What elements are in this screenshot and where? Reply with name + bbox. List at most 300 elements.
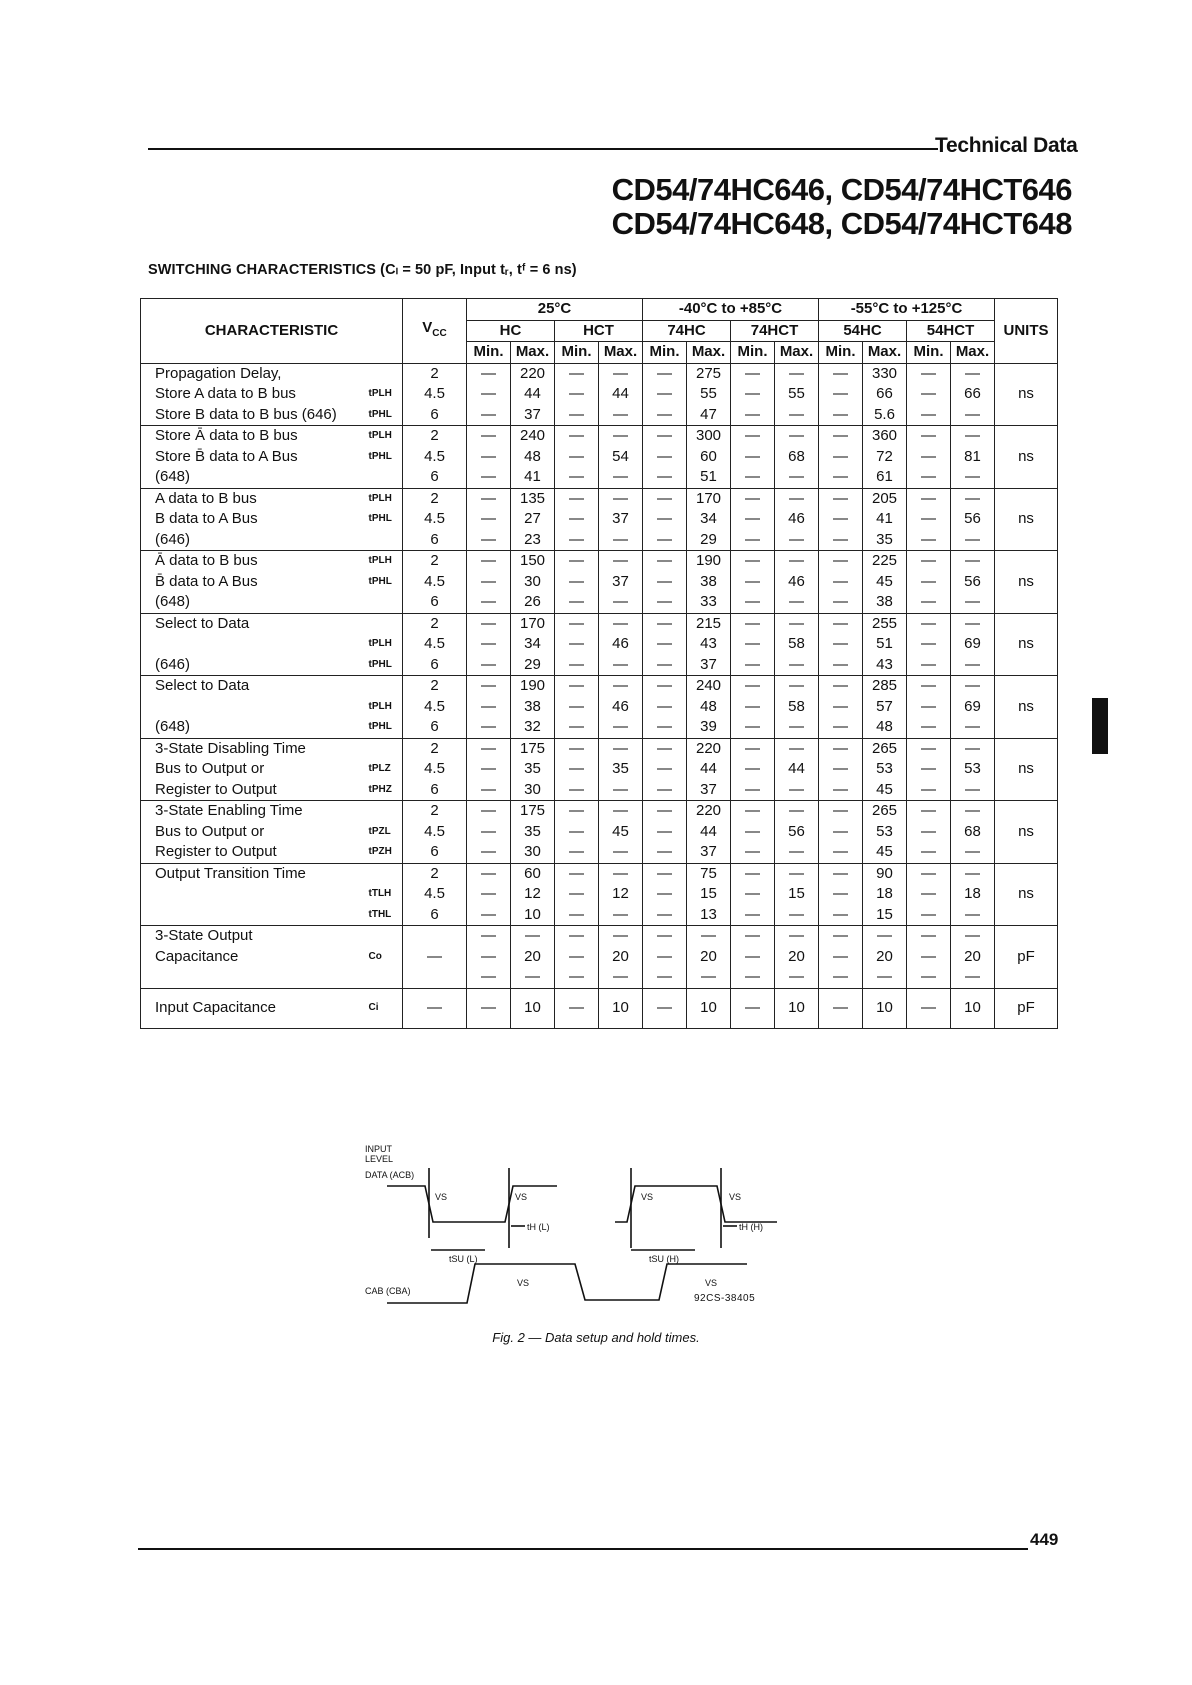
table-cell: —: [907, 384, 951, 405]
table-cell: —: [775, 488, 819, 509]
table-cell: —: [555, 905, 599, 926]
header-label: Technical Data: [935, 134, 1078, 157]
table-cell: —: [599, 738, 643, 759]
table-row: [141, 467, 1058, 488]
table-row: [141, 363, 1058, 384]
table-cell: 54: [599, 447, 643, 468]
table-cell: —: [907, 947, 951, 968]
table-row: [141, 842, 1058, 863]
table-cell: —: [643, 697, 687, 718]
data-waveform-left: [387, 1186, 557, 1222]
table-cell: —: [643, 634, 687, 655]
table-row: [141, 926, 1058, 947]
page-title-line-2: CD54/74HC648, CD54/74HCT648: [611, 206, 1072, 241]
table-cell: —: [907, 676, 951, 697]
characteristic-name: Input Capacitance: [141, 988, 369, 1028]
table-cell: —: [555, 842, 599, 863]
table-cell: —: [643, 676, 687, 697]
table-cell: —: [731, 697, 775, 718]
table-cell: 58: [775, 634, 819, 655]
table-cell: —: [599, 780, 643, 801]
table-cell: 35: [511, 759, 555, 780]
table-cell: —: [775, 363, 819, 384]
table-cell: 12: [599, 884, 643, 905]
characteristic-symbol: tPLH: [368, 388, 392, 399]
table-cell: —: [555, 467, 599, 488]
table-cell: —: [467, 363, 511, 384]
table-cell: 56: [951, 572, 995, 593]
table-cell: —: [775, 551, 819, 572]
table-cell: 240: [511, 426, 555, 447]
table-cell: —: [687, 926, 731, 947]
characteristic-symbol: tPLH: [369, 551, 403, 572]
table-row: [141, 947, 1058, 968]
table-cell: 56: [951, 509, 995, 530]
table-cell: 20: [775, 947, 819, 968]
table-cell: —: [731, 634, 775, 655]
vcc-value: 2: [403, 801, 467, 822]
table-cell: 45: [599, 822, 643, 843]
characteristic-symbol: tPLZ: [368, 763, 391, 774]
table-cell: —: [467, 780, 511, 801]
table-cell: —: [731, 717, 775, 738]
table-cell: 135: [511, 488, 555, 509]
table-cell: —: [819, 363, 863, 384]
table-cell: 55: [687, 384, 731, 405]
table-row: [141, 801, 1058, 822]
table-cell: —: [819, 759, 863, 780]
table-cell: 170: [687, 488, 731, 509]
table-cell: —: [467, 488, 511, 509]
table-cell: —: [555, 634, 599, 655]
vcc-value: 2: [403, 676, 467, 697]
table-cell: 10: [511, 905, 555, 926]
characteristic-name: B̄ data to A Bus: [141, 572, 369, 593]
table-cell: —: [555, 363, 599, 384]
table-cell: 37: [687, 780, 731, 801]
characteristic-name: (648): [141, 717, 369, 738]
characteristic-symbol: Ci: [369, 988, 403, 1028]
characteristic-name: 3-State Enabling Time: [141, 801, 369, 822]
table-cell: —: [731, 759, 775, 780]
table-cell: 41: [863, 509, 907, 530]
vcc-value: —: [403, 947, 467, 968]
table-cell: —: [775, 717, 819, 738]
table-cell: —: [819, 780, 863, 801]
table-cell: —: [907, 426, 951, 447]
table-cell: —: [643, 384, 687, 405]
header-family-54hc: 54HC: [819, 320, 907, 342]
table-cell: 12: [511, 884, 555, 905]
characteristic-symbol: tPZH: [368, 846, 392, 857]
table-cell: 39: [687, 717, 731, 738]
table-row: [141, 655, 1058, 676]
table-row: [141, 426, 1058, 447]
characteristic-symbol: [369, 926, 403, 947]
table-cell: —: [599, 842, 643, 863]
table-cell: —: [775, 426, 819, 447]
table-cell: —: [731, 905, 775, 926]
table-cell: —: [819, 384, 863, 405]
table-cell: 10: [863, 988, 907, 1028]
table-cell: —: [907, 967, 951, 988]
table-cell: —: [951, 613, 995, 634]
table-cell: 10: [775, 988, 819, 1028]
table-cell: 44: [599, 384, 643, 405]
table-cell: —: [555, 863, 599, 884]
table-cell: —: [731, 592, 775, 613]
characteristic-name: Select to Data: [141, 613, 369, 634]
characteristic-symbol: tPLH: [368, 638, 392, 649]
table-cell: —: [555, 926, 599, 947]
table-cell: 38: [687, 572, 731, 593]
table-cell: —: [775, 926, 819, 947]
table-cell: 44: [687, 759, 731, 780]
table-cell: —: [775, 592, 819, 613]
table-cell: —: [555, 780, 599, 801]
characteristic-symbol: tPZL: [368, 825, 391, 837]
table-cell: 47: [687, 405, 731, 426]
table-cell: 175: [511, 801, 555, 822]
table-cell: —: [599, 488, 643, 509]
table-cell: —: [907, 655, 951, 676]
table-cell: —: [819, 467, 863, 488]
table-row: [141, 551, 1058, 572]
table-cell: —: [819, 717, 863, 738]
table-cell: —: [467, 697, 511, 718]
vcc-value: 2: [403, 488, 467, 509]
characteristic-symbol: tPLH: [369, 488, 403, 509]
table-cell: —: [731, 926, 775, 947]
table-cell: 26: [511, 592, 555, 613]
characteristic-symbol: tPHL: [368, 513, 392, 524]
table-cell: —: [599, 926, 643, 947]
table-cell: —: [775, 655, 819, 676]
table-cell: —: [467, 967, 511, 988]
table-cell: —: [467, 509, 511, 530]
table-row: [141, 488, 1058, 509]
table-cell: 38: [511, 697, 555, 718]
characteristic-name: [141, 905, 369, 926]
table-cell: —: [511, 967, 555, 988]
table-row: [141, 780, 1058, 801]
table-cell: 34: [511, 634, 555, 655]
table-cell: 10: [511, 988, 555, 1028]
table-cell: —: [731, 426, 775, 447]
characteristic-symbol: tPHL: [368, 658, 392, 670]
table-cell: —: [775, 905, 819, 926]
table-cell: 35: [511, 822, 555, 843]
header-temp-125: -55°C to +125°C: [819, 299, 995, 321]
table-cell: —: [951, 426, 995, 447]
table-cell: —: [731, 780, 775, 801]
table-cell: —: [819, 967, 863, 988]
table-cell: —: [555, 884, 599, 905]
fig-th-l: tH (L): [527, 1222, 550, 1232]
table-cell: —: [467, 613, 511, 634]
vcc-value: 4.5: [403, 884, 467, 905]
table-cell: —: [819, 842, 863, 863]
characteristic-name: Bus to Output or: [141, 822, 369, 843]
table-cell: —: [731, 384, 775, 405]
table-cell: —: [643, 842, 687, 863]
table-cell: —: [643, 530, 687, 551]
table-cell: —: [907, 613, 951, 634]
table-cell: —: [819, 634, 863, 655]
table-cell: 15: [863, 905, 907, 926]
header-temp-25: 25°C: [467, 299, 643, 321]
table-cell: —: [731, 967, 775, 988]
table-cell: —: [599, 801, 643, 822]
units-value: ns: [995, 363, 1058, 426]
table-cell: —: [951, 655, 995, 676]
fig-label-data: DATA (ACB): [365, 1170, 415, 1180]
table-cell: —: [951, 863, 995, 884]
table-cell: —: [643, 551, 687, 572]
table-cell: —: [555, 655, 599, 676]
table-cell: 51: [687, 467, 731, 488]
characteristic-symbol: [369, 613, 403, 634]
page-number: 449: [1030, 1530, 1059, 1549]
table-cell: —: [731, 488, 775, 509]
table-cell: —: [731, 613, 775, 634]
table-cell: —: [907, 405, 951, 426]
table-cell: 10: [687, 988, 731, 1028]
table-cell: 20: [687, 947, 731, 968]
header-max: Max.: [687, 342, 731, 364]
table-cell: 30: [511, 780, 555, 801]
units-value: pF: [995, 926, 1058, 989]
table-cell: —: [467, 759, 511, 780]
table-cell: —: [467, 634, 511, 655]
units-value: ns: [995, 676, 1058, 739]
table-cell: 35: [599, 759, 643, 780]
table-cell: 60: [511, 863, 555, 884]
table-cell: —: [951, 780, 995, 801]
header-rule: [148, 148, 938, 150]
table-cell: —: [731, 363, 775, 384]
table-cell: —: [819, 509, 863, 530]
characteristic-symbol: [369, 592, 403, 613]
header-family-hct: HCT: [555, 320, 643, 342]
characteristic-name: Store Ā data to B bus: [141, 426, 369, 447]
table-cell: —: [599, 905, 643, 926]
table-cell: —: [907, 509, 951, 530]
units-value: ns: [995, 488, 1058, 551]
table-cell: —: [731, 467, 775, 488]
header-vcc: $V_{CC}$: [403, 299, 467, 364]
characteristic-symbol: [369, 363, 403, 384]
table-row: [141, 884, 1058, 905]
table-cell: —: [907, 801, 951, 822]
units-value: ns: [995, 801, 1058, 864]
table-cell: —: [643, 926, 687, 947]
table-cell: —: [643, 863, 687, 884]
table-cell: —: [599, 863, 643, 884]
table-cell: —: [643, 467, 687, 488]
table-cell: —: [775, 842, 819, 863]
table-cell: —: [951, 905, 995, 926]
characteristic-name: Store A data to B bus: [141, 384, 369, 405]
table-cell: —: [907, 738, 951, 759]
table-cell: —: [775, 801, 819, 822]
table-cell: —: [467, 592, 511, 613]
table-cell: 58: [775, 697, 819, 718]
table-cell: —: [819, 863, 863, 884]
table-cell: —: [819, 801, 863, 822]
table-cell: —: [731, 842, 775, 863]
table-cell: —: [907, 717, 951, 738]
table-cell: 46: [775, 509, 819, 530]
footer-rule: [138, 1548, 1028, 1550]
characteristic-name: (646): [141, 655, 369, 676]
table-cell: —: [555, 530, 599, 551]
table-cell: —: [555, 592, 599, 613]
table-cell: 27: [511, 509, 555, 530]
characteristic-symbol: tPHL: [368, 408, 392, 420]
table-cell: 18: [951, 884, 995, 905]
characteristic-symbol: Co: [368, 950, 382, 962]
table-row: [141, 384, 1058, 405]
vcc-value: 6: [403, 655, 467, 676]
table-cell: —: [555, 697, 599, 718]
table-cell: —: [555, 572, 599, 593]
table-cell: 53: [951, 759, 995, 780]
table-cell: —: [643, 447, 687, 468]
table-row: [141, 905, 1058, 926]
table-cell: —: [643, 780, 687, 801]
table-cell: 275: [687, 363, 731, 384]
header-min: Min.: [819, 342, 863, 364]
fig-vs-1: VS: [435, 1192, 448, 1202]
header-temp-85: -40°C to +85°C: [643, 299, 819, 321]
table-cell: 265: [863, 738, 907, 759]
table-row: [141, 405, 1058, 426]
header-min: Min.: [643, 342, 687, 364]
header-units: UNITS: [995, 299, 1058, 364]
vcc-value: 6: [403, 467, 467, 488]
table-cell: 34: [687, 509, 731, 530]
vcc-value: 4.5: [403, 384, 467, 405]
fig-th-h: tH (H): [739, 1222, 763, 1232]
table-cell: —: [555, 447, 599, 468]
table-cell: —: [731, 947, 775, 968]
table-cell: —: [643, 801, 687, 822]
page-title-line-1: CD54/74HC646, CD54/74HCT646: [611, 172, 1072, 207]
table-cell: —: [467, 988, 511, 1028]
units-value: ns: [995, 863, 1058, 926]
characteristic-name: Capacitance: [141, 947, 369, 968]
characteristic-name: Bus to Output or: [141, 759, 369, 780]
fig-label-cab: CAB (CBA): [365, 1286, 411, 1296]
table-cell: —: [907, 822, 951, 843]
header-max: Max.: [863, 342, 907, 364]
table-cell: —: [731, 822, 775, 843]
table-cell: 41: [511, 467, 555, 488]
table-cell: —: [951, 363, 995, 384]
table-cell: 38: [863, 592, 907, 613]
characteristic-symbol: [369, 967, 403, 988]
table-cell: —: [599, 363, 643, 384]
table-cell: —: [731, 405, 775, 426]
table-cell: 90: [863, 863, 907, 884]
side-tab-marker: [1092, 698, 1108, 754]
table-cell: —: [819, 488, 863, 509]
fig-label-level: LEVEL: [365, 1154, 394, 1164]
table-cell: —: [819, 676, 863, 697]
table-cell: 20: [599, 947, 643, 968]
table-cell: —: [467, 822, 511, 843]
table-cell: —: [731, 738, 775, 759]
table-cell: —: [643, 967, 687, 988]
table-cell: —: [819, 426, 863, 447]
table-cell: —: [555, 801, 599, 822]
vcc-value: 2: [403, 863, 467, 884]
units-value: pF: [995, 988, 1058, 1028]
table-cell: 265: [863, 801, 907, 822]
characteristic-name: Propagation Delay,: [141, 363, 369, 384]
vcc-value: 2: [403, 426, 467, 447]
table-cell: 69: [951, 634, 995, 655]
fig-tsu-l: tSU (L): [449, 1254, 478, 1264]
fig-vs-5: VS: [517, 1278, 530, 1288]
characteristic-name: Select to Data: [141, 676, 369, 697]
characteristic-symbol: [369, 863, 403, 884]
table-cell: 81: [951, 447, 995, 468]
table-cell: —: [643, 759, 687, 780]
table-cell: 170: [511, 613, 555, 634]
table-cell: —: [555, 967, 599, 988]
header-max: Max.: [775, 342, 819, 364]
table-cell: —: [467, 884, 511, 905]
table-cell: —: [731, 530, 775, 551]
table-cell: —: [907, 488, 951, 509]
table-cell: —: [643, 988, 687, 1028]
characteristic-name: A data to B bus: [141, 488, 369, 509]
table-cell: —: [599, 613, 643, 634]
table-cell: 29: [511, 655, 555, 676]
table-cell: 48: [687, 697, 731, 718]
table-cell: —: [819, 572, 863, 593]
table-cell: 56: [775, 822, 819, 843]
table-row: [141, 676, 1058, 697]
table-row: [141, 634, 1058, 655]
table-cell: 330: [863, 363, 907, 384]
table-cell: 5.6: [863, 405, 907, 426]
table-cell: —: [819, 822, 863, 843]
table-cell: 23: [511, 530, 555, 551]
characteristic-name: Output Transition Time: [141, 863, 369, 884]
table-cell: —: [467, 426, 511, 447]
table-cell: —: [907, 572, 951, 593]
table-cell: —: [599, 530, 643, 551]
table-cell: 20: [511, 947, 555, 968]
table-cell: —: [643, 363, 687, 384]
vcc-value: 4.5: [403, 509, 467, 530]
table-cell: —: [555, 426, 599, 447]
table-cell: —: [819, 613, 863, 634]
table-cell: —: [907, 634, 951, 655]
fig-label-input: INPUT: [365, 1144, 392, 1154]
table-cell: 37: [599, 509, 643, 530]
table-cell: —: [819, 988, 863, 1028]
characteristic-name: [141, 634, 369, 655]
characteristic-symbol: tPLH: [368, 700, 392, 712]
characteristic-symbol: [369, 801, 403, 822]
vcc-value: 6: [403, 717, 467, 738]
table-cell: —: [467, 738, 511, 759]
units-value: ns: [995, 551, 1058, 614]
